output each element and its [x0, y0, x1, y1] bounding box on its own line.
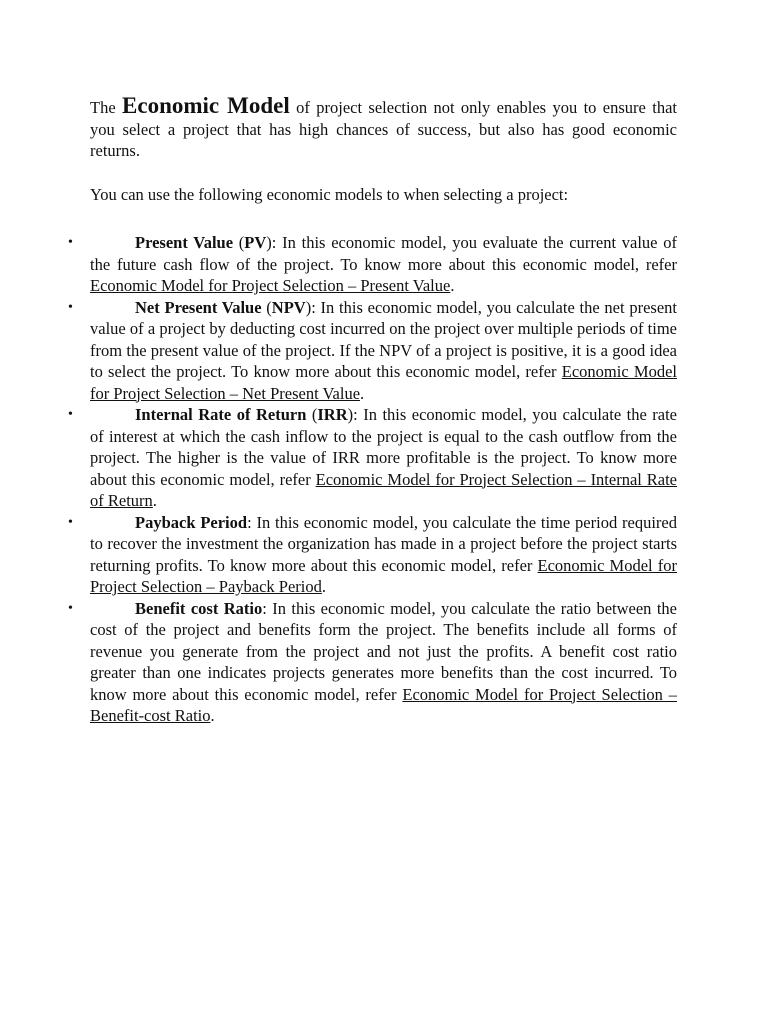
list-item-net-present-value: • Net Present Value (NPV): In this economic model, you calculate the net present value of a project by deducting cost incurred on the project over multiple periods of time from the present value of the project. If the NPV of a project is positive, it is a good idea to select the project. To know more about this economic model, refer Economic Model for Project Selection – Net Present Value.: [68, 297, 677, 403]
list-item-internal-rate-of-return: • Internal Rate of Return (IRR): In this economic model, you calculate the rate of interest at which the cash inflow to the project is equal to the cash outflow from the project. The higher is the value of IRR more profitable is the project. To know more about this economic model, refer Economic Model for Project Selection – Internal Rate of Return.: [68, 405, 678, 510]
item-link[interactable]: Economic Model for Project Selection – Benefit-cost Ratio: [90, 684, 677, 725]
item-term: Benefit cost Ratio: [135, 598, 263, 618]
list-item-payback-period: • Payback Period: In this economic model, you calculate the time period required to recover the investment the organization has made in a project before the project starts returning profits. To know more about this economic model, refer Economic Model for Project Selection – Payback Period.: [68, 512, 677, 596]
item-term: Internal Rate of Return: [135, 405, 307, 424]
document-body: [68, 93, 678, 727]
item-term: Payback Period: [135, 512, 248, 532]
item-text: : In this economic model, you calculate the ratio between the cost of the project and benefits form the project. The benefits include all forms of revenue you generate from the project and not just the profits. A benefit cost ratio greater than one indicates projects generates more benefits than the cost incurred. To know more about this economic model, refer: [90, 598, 677, 704]
item-link[interactable]: Economic Model for Project Selection – Present Value: [90, 276, 451, 295]
item-abbr: NPV: [271, 297, 306, 317]
bullet-icon: •: [68, 235, 73, 250]
economic-models-list: [68, 232, 678, 727]
bullet-icon: •: [68, 514, 73, 530]
item-text: : In this economic model, you evaluate the current value of the future cash flow of the project. To know more about this economic model, refer: [90, 233, 677, 274]
intro-rest: of project selection not only enables you to ensure that you select a project that has high chances of success, but also has good economic returns.: [90, 98, 677, 160]
bullet-icon: •: [68, 600, 73, 616]
item-abbr: IRR: [317, 405, 348, 424]
lead-paragraph: You can use the following economic models to when selecting a project:: [90, 184, 569, 204]
item-text: : In this economic model, you calculate the time period required to recover the investment the organization has made in a project before the project starts returning profits. To know more about this economic model, refer: [90, 512, 677, 575]
list-item-present-value: • Present Value (PV): In this economic model, you evaluate the current value of the future cash flow of the project. To know more about this economic model, refer Economic Model for Project Selection – Present Value.: [68, 233, 677, 295]
item-term: Net Present Value: [135, 297, 262, 317]
intro-word-the: The: [90, 98, 123, 117]
intro-paragraph: [90, 95, 677, 162]
item-term: Present Value: [135, 233, 234, 252]
item-link[interactable]: Economic Model for Project Selection – Internal Rate of Return: [90, 469, 678, 510]
intro-emphasis: Economic Model: [122, 93, 290, 118]
list-item-benefit-cost-ratio: • Benefit cost Ratio: In this economic model, you calculate the ratio between the cost of the project and benefits form the project. The benefits include all forms of revenue you generate from the project and not just the profits. A benefit cost ratio greater than one indicates projects generates more benefits than the cost incurred. To know more about this economic model, refer Economic Model for Project Selection – Benefit-cost Ratio.: [68, 598, 677, 725]
item-text: : In this economic model, you calculate the rate of interest at which the cash inflow to the project is equal to the cash outflow from the project. The higher is the value of IRR more profitable is the project. To know more about this economic model, refer: [90, 405, 678, 489]
bullet-icon: •: [68, 299, 73, 315]
item-abbr: PV: [244, 233, 267, 252]
item-link[interactable]: Economic Model for Project Selection – Payback Period: [90, 555, 677, 596]
item-link[interactable]: Economic Model for Project Selection – Net Present Value: [90, 362, 677, 403]
bullet-icon: •: [68, 407, 73, 422]
item-text: : In this economic model, you calculate the net present value of a project by deducting cost incurred on the project over multiple periods of time from the present value of the project. If the NPV of a project is positive, it is a good idea to select the project. To know more about this economic model, refer: [90, 297, 677, 381]
